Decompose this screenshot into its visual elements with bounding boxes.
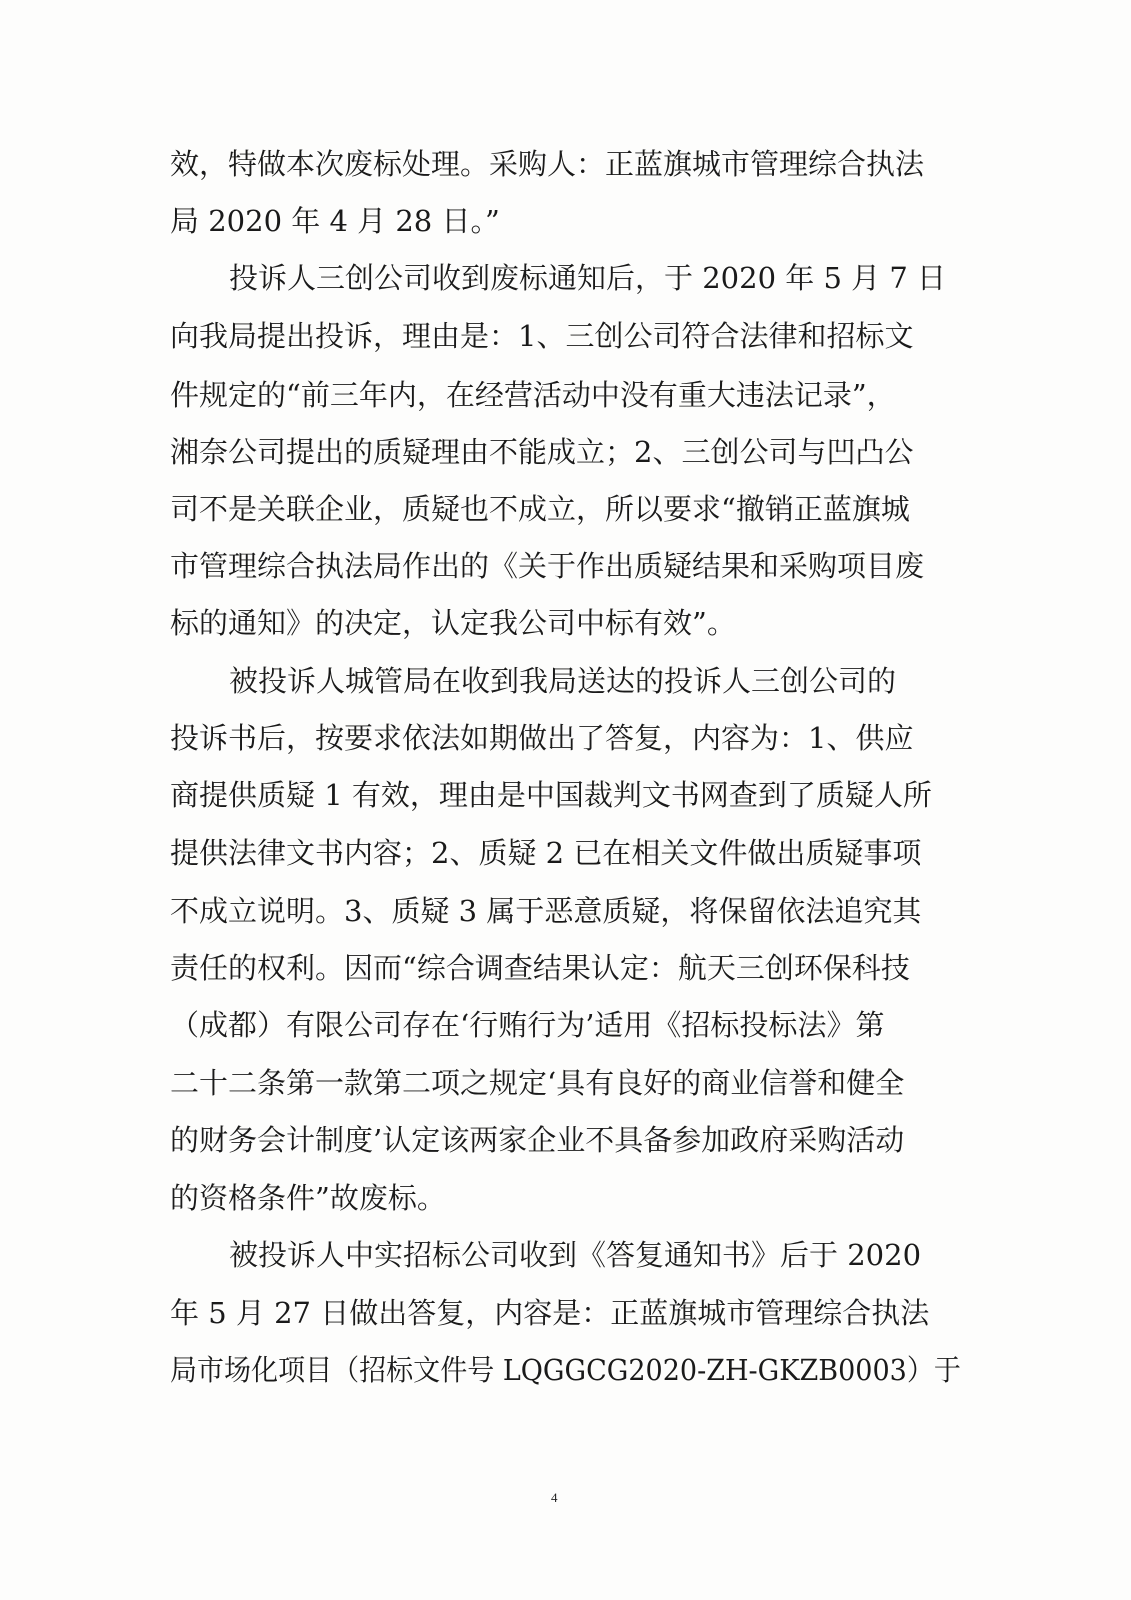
text-line: 向我局提出投诉，理由是：1、三创公司符合法律和招标文: [170, 319, 914, 353]
text-line: 局 2020 年 4 月 28 日。”: [170, 204, 500, 238]
text-line: 局市场化项目（招标文件号 LQGGCG2020-ZH-GKZB0003）于: [170, 1353, 961, 1387]
text-line: 不成立说明。3、质疑 3 属于恶意质疑，将保留依法追究其: [170, 894, 922, 928]
text-line: 湘奈公司提出的质疑理由不能成立；2、三创公司与凹凸公: [170, 435, 914, 469]
text-line: 被投诉人中实招标公司收到《答复通知书》后于 2020: [229, 1238, 922, 1272]
page-number: 4: [551, 1490, 558, 1505]
text-line: 市管理综合执法局作出的《关于作出质疑结果和采购项目废: [170, 549, 925, 583]
text-line: 的财务会计制度’认定该两家企业不具备参加政府采购活动: [170, 1123, 905, 1157]
text-line: 年 5 月 27 日做出答复，内容是：正蓝旗城市管理综合执法: [170, 1296, 930, 1330]
text-line: 标的通知》的决定，认定我公司中标有效”。: [170, 606, 736, 640]
text-line: 投诉人三创公司收到废标通知后，于 2020 年 5 月 7 日: [229, 261, 947, 295]
text-line: （成都）有限公司存在‘行贿行为’适用《招标投标法》第: [170, 1008, 885, 1042]
text-line: 商提供质疑 1 有效，理由是中国裁判文书网查到了质疑人所: [170, 778, 932, 812]
text-line: 投诉书后，按要求依法如期做出了答复，内容为：1、供应: [170, 721, 914, 755]
text-line: 的资格条件”故废标。: [170, 1181, 446, 1215]
text-line: 效，特做本次废标处理。采购人：正蓝旗城市管理综合执法: [170, 147, 925, 181]
text-line: 责任的权利。因而“综合调查结果认定：航天三创环保科技: [170, 951, 910, 985]
text-line: 提供法律文书内容；2、质疑 2 已在相关文件做出质疑事项: [170, 836, 922, 870]
text-line: 司不是关联企业，质疑也不成立，所以要求“撤销正蓝旗城: [170, 492, 910, 526]
text-line: 二十二条第一款第二项之规定‘具有良好的商业信誉和健全: [170, 1066, 905, 1100]
text-line: 被投诉人城管局在收到我局送达的投诉人三创公司的: [229, 664, 897, 698]
text-line: 件规定的“前三年内，在经营活动中没有重大违法记录”，: [170, 378, 896, 412]
